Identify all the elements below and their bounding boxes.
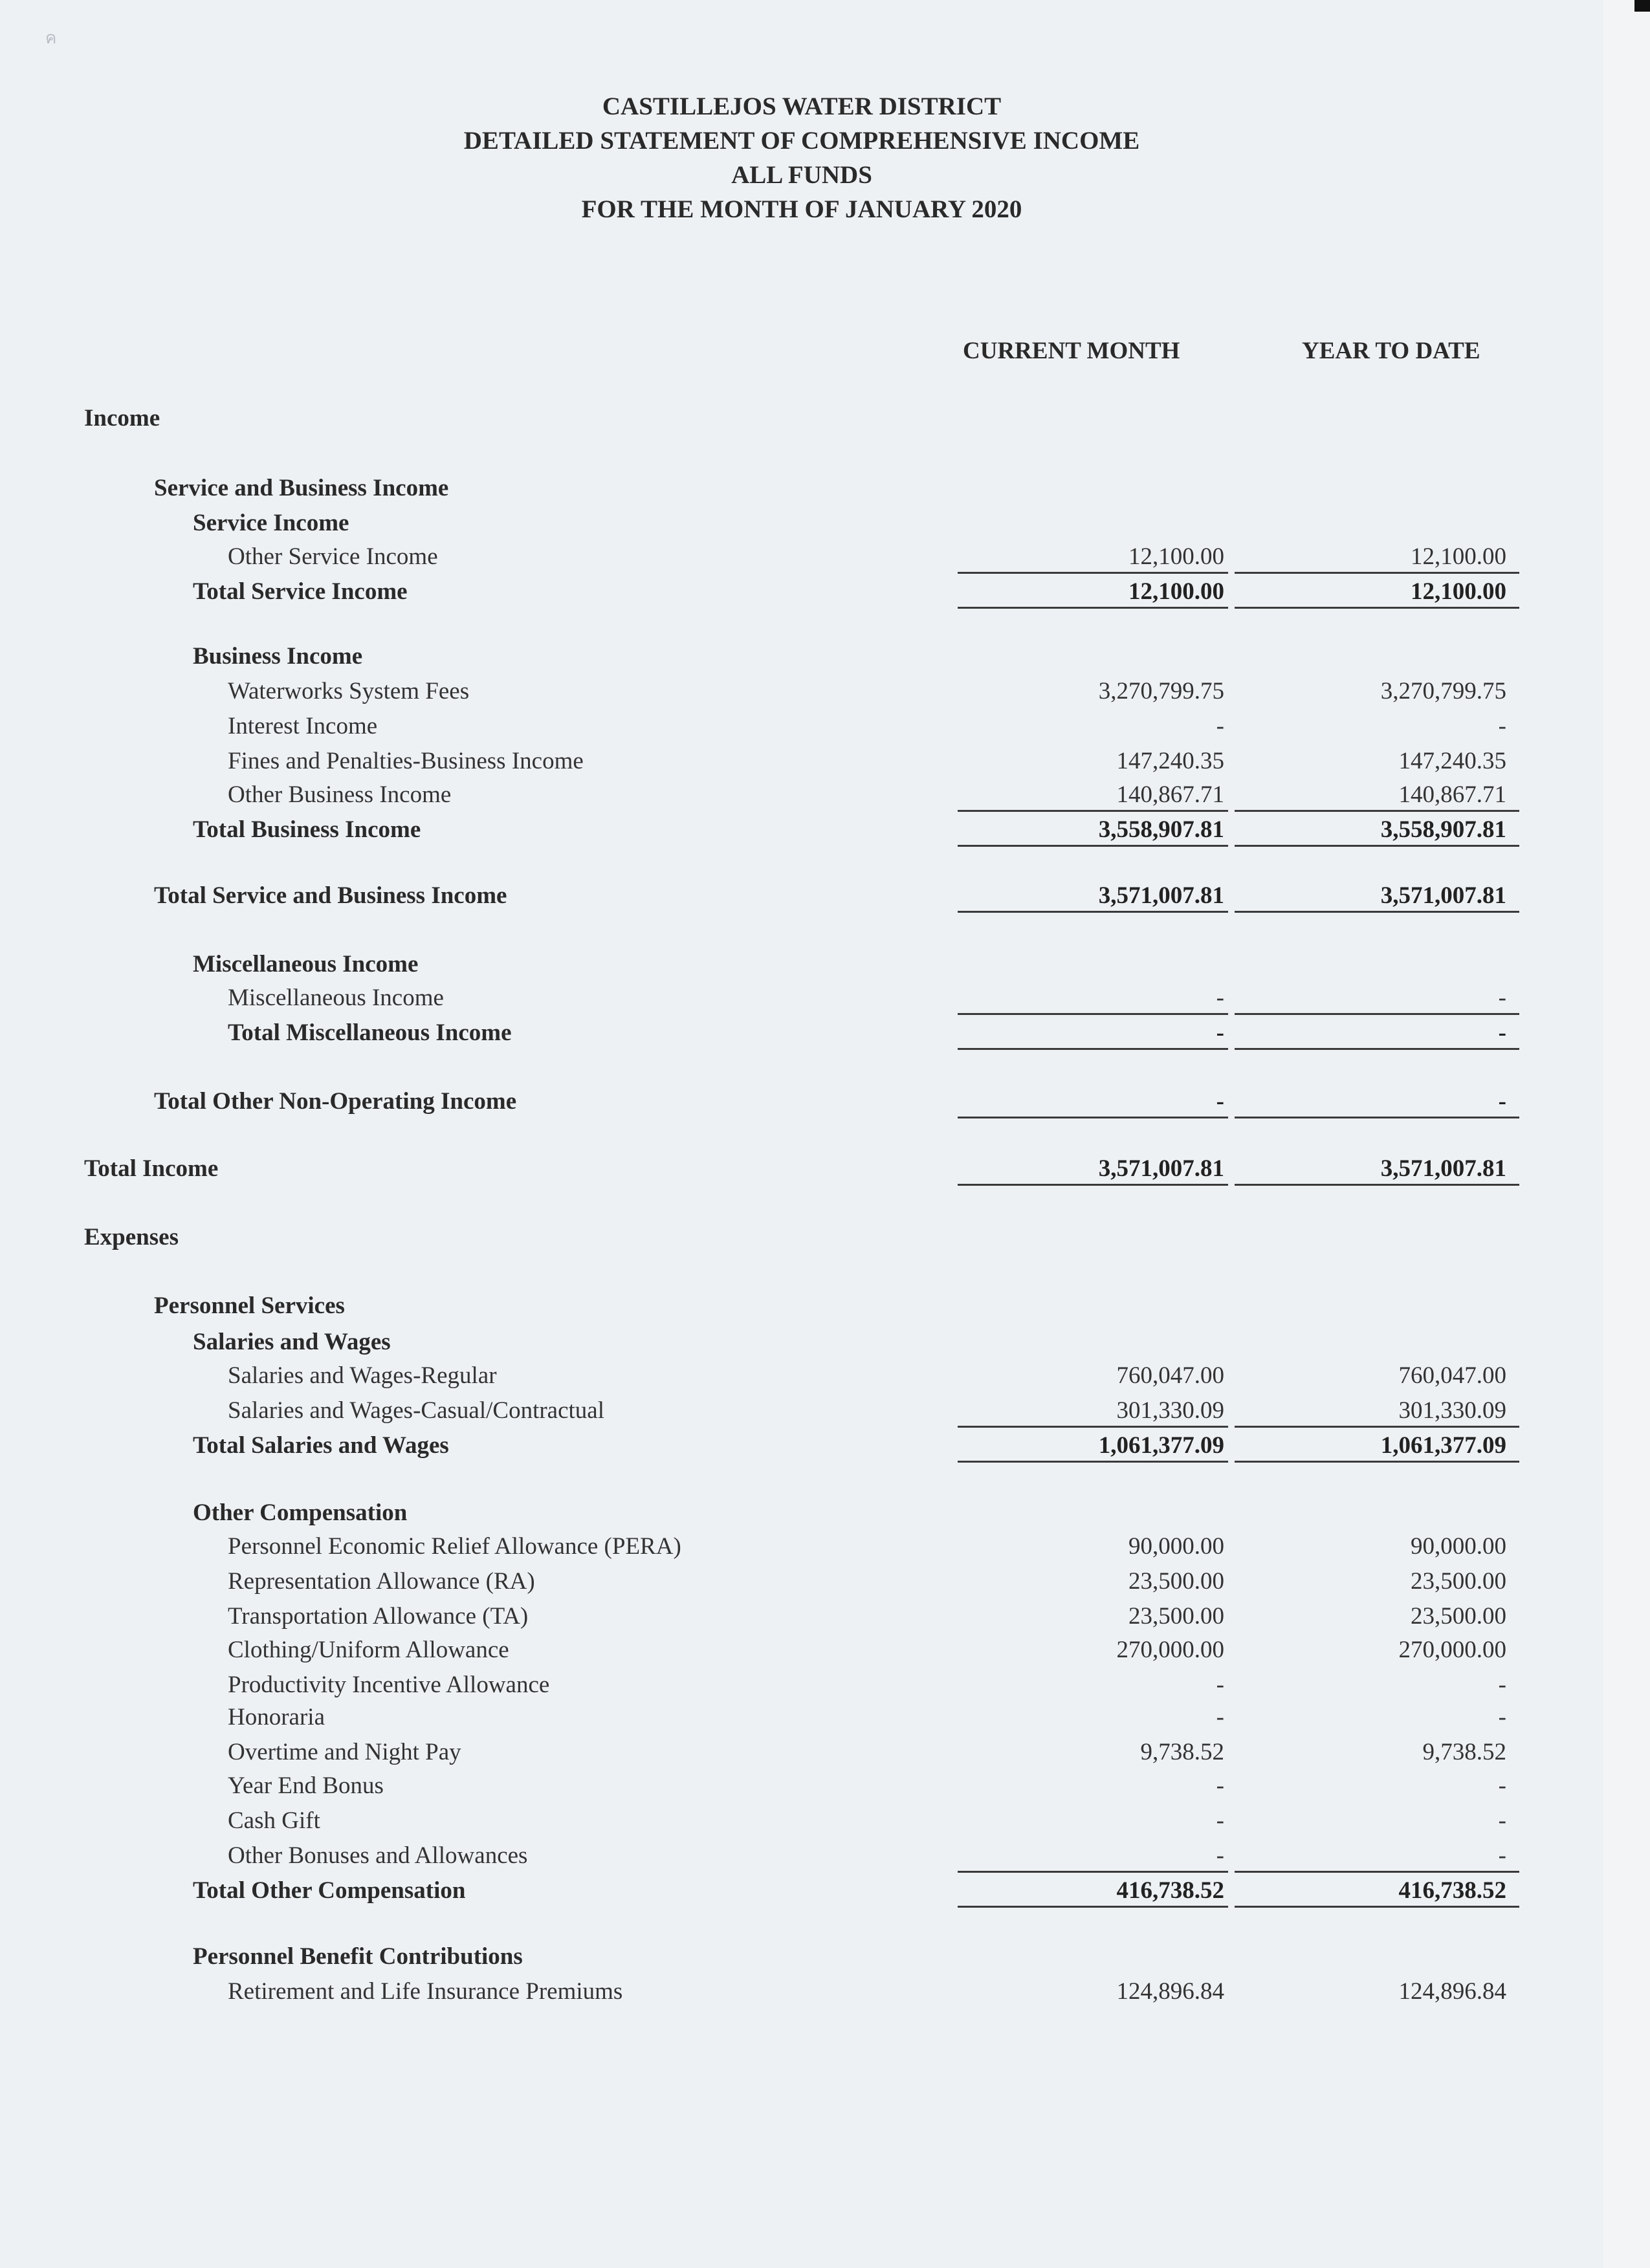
underline-rule xyxy=(1235,1048,1519,1050)
line-item-row xyxy=(0,1564,1603,1599)
year-to-date-amount: - xyxy=(1498,985,1506,1011)
scan-edge xyxy=(1603,0,1650,2268)
line-item-row xyxy=(0,1700,1603,1735)
underline-rule xyxy=(958,1461,1228,1463)
underline-rule xyxy=(1235,572,1519,574)
underline-rule xyxy=(958,1184,1228,1186)
year-to-date-amount: 9,738.52 xyxy=(1422,1739,1506,1765)
section-heading-row xyxy=(0,401,1603,436)
underline-rule xyxy=(958,845,1228,847)
row-label: Overtime and Night Pay xyxy=(228,1739,461,1765)
year-to-date-amount: 23,500.00 xyxy=(1411,1568,1506,1595)
underline-rule xyxy=(1235,1184,1519,1186)
line-item-row xyxy=(0,540,1603,574)
total-row xyxy=(0,1151,1603,1186)
section-heading-row xyxy=(0,506,1603,541)
current-month-amount: 1,061,377.09 xyxy=(1098,1432,1224,1459)
year-to-date-amount: 270,000.00 xyxy=(1398,1637,1506,1663)
row-label: Personnel Benefit Contributions xyxy=(193,1943,523,1970)
total-row xyxy=(0,812,1603,847)
year-to-date-amount: 301,330.09 xyxy=(1398,1397,1506,1424)
scan-corner xyxy=(1634,0,1650,12)
row-label: Total Other Compensation xyxy=(193,1877,466,1904)
row-label: Total Other Non-Operating Income xyxy=(154,1088,517,1115)
total-row xyxy=(0,1016,1603,1051)
current-month-amount: 12,100.00 xyxy=(1128,543,1224,570)
column-header-current-month: CURRENT MONTH xyxy=(963,338,1180,364)
row-label: Total Business Income xyxy=(193,816,421,843)
current-month-amount: 416,738.52 xyxy=(1116,1877,1224,1904)
row-label: Total Miscellaneous Income xyxy=(228,1020,512,1046)
underline-rule xyxy=(1235,1117,1519,1118)
year-to-date-amount: 3,571,007.81 xyxy=(1380,882,1506,909)
year-to-date-amount: 147,240.35 xyxy=(1398,748,1506,774)
line-item-row xyxy=(0,1668,1603,1703)
total-row xyxy=(0,574,1603,609)
row-label: Salaries and Wages-Casual/Contractual xyxy=(228,1397,604,1424)
year-to-date-amount: 1,061,377.09 xyxy=(1380,1432,1506,1459)
row-label: Personnel Economic Relief Allowance (PERA) xyxy=(228,1533,681,1560)
current-month-amount: - xyxy=(1216,1020,1224,1046)
section-heading-row xyxy=(0,1289,1603,1324)
row-label: Clothing/Uniform Allowance xyxy=(228,1637,509,1663)
row-label: Fines and Penalties-Business Income xyxy=(228,748,584,774)
year-to-date-amount: 3,558,907.81 xyxy=(1380,816,1506,843)
underline-rule xyxy=(1235,1013,1519,1015)
current-month-amount: 9,738.52 xyxy=(1140,1739,1224,1765)
row-label: Total Income xyxy=(84,1155,219,1182)
row-label: Salaries and Wages-Regular xyxy=(228,1362,497,1389)
current-month-amount: - xyxy=(1216,1704,1224,1730)
current-month-amount: 23,500.00 xyxy=(1128,1568,1224,1595)
year-to-date-amount: 760,047.00 xyxy=(1398,1362,1506,1389)
row-label: Service and Business Income xyxy=(154,475,449,501)
underline-rule xyxy=(958,810,1228,812)
year-to-date-amount: 12,100.00 xyxy=(1411,578,1506,605)
statement-title: DETAILED STATEMENT OF COMPREHENSIVE INCOME xyxy=(463,127,1140,155)
section-heading-row xyxy=(0,1496,1603,1531)
current-month-amount: - xyxy=(1216,1088,1224,1115)
underline-rule xyxy=(958,1426,1228,1428)
year-to-date-amount: - xyxy=(1498,1807,1506,1834)
year-to-date-amount: 12,100.00 xyxy=(1411,543,1506,570)
underline-rule xyxy=(1235,1426,1519,1428)
year-to-date-amount: - xyxy=(1498,713,1506,739)
current-month-amount: 760,047.00 xyxy=(1116,1362,1224,1389)
line-item-row xyxy=(0,709,1603,744)
year-to-date-amount: 124,896.84 xyxy=(1398,1978,1506,2005)
section-heading-row xyxy=(0,1939,1603,1974)
line-item-row xyxy=(0,981,1603,1016)
row-label: Other Business Income xyxy=(228,781,452,808)
current-month-amount: 3,270,799.75 xyxy=(1098,678,1224,704)
year-to-date-amount: - xyxy=(1498,1772,1506,1799)
section-heading-row xyxy=(0,1220,1603,1255)
underline-rule xyxy=(1235,845,1519,847)
row-label: Total Salaries and Wages xyxy=(193,1432,449,1459)
current-month-amount: 90,000.00 xyxy=(1128,1533,1224,1560)
year-to-date-amount: 23,500.00 xyxy=(1411,1603,1506,1630)
row-label: Service Income xyxy=(193,510,349,536)
underline-rule xyxy=(1235,810,1519,812)
current-month-amount: 301,330.09 xyxy=(1116,1397,1224,1424)
total-row xyxy=(0,1873,1603,1908)
section-heading-row xyxy=(0,1325,1603,1360)
current-month-amount: 23,500.00 xyxy=(1128,1603,1224,1630)
current-month-amount: - xyxy=(1216,985,1224,1011)
current-month-amount: 270,000.00 xyxy=(1116,1637,1224,1663)
scan-speck: ค xyxy=(45,28,57,48)
year-to-date-amount: 140,867.71 xyxy=(1398,781,1506,808)
underline-rule xyxy=(1235,1461,1519,1463)
year-to-date-amount: - xyxy=(1498,1704,1506,1730)
current-month-amount: 3,571,007.81 xyxy=(1098,882,1224,909)
year-to-date-amount: - xyxy=(1498,1020,1506,1046)
total-row xyxy=(0,1084,1603,1119)
year-to-date-amount: 416,738.52 xyxy=(1398,1877,1506,1904)
row-label: Miscellaneous Income xyxy=(193,951,419,977)
current-month-amount: - xyxy=(1216,1842,1224,1869)
current-month-amount: - xyxy=(1216,1772,1224,1799)
district-name: CASTILLEJOS WATER DISTRICT xyxy=(602,93,1002,120)
current-month-amount: - xyxy=(1216,1807,1224,1834)
row-label: Transportation Allowance (TA) xyxy=(228,1603,529,1630)
row-label: Total Service and Business Income xyxy=(154,882,507,909)
underline-rule xyxy=(958,911,1228,913)
year-to-date-amount: 90,000.00 xyxy=(1411,1533,1506,1560)
section-heading-row xyxy=(0,639,1603,674)
underline-rule xyxy=(958,1013,1228,1015)
row-label: Other Compensation xyxy=(193,1499,408,1526)
total-row xyxy=(0,878,1603,913)
line-item-row xyxy=(0,1838,1603,1873)
current-month-amount: - xyxy=(1216,1672,1224,1698)
year-to-date-amount: 3,571,007.81 xyxy=(1380,1155,1506,1182)
line-item-row xyxy=(0,1769,1603,1804)
total-row xyxy=(0,1428,1603,1463)
line-item-row xyxy=(0,1358,1603,1393)
line-item-row xyxy=(0,1633,1603,1668)
period-label: FOR THE MONTH OF JANUARY 2020 xyxy=(581,195,1022,223)
section-heading-row xyxy=(0,947,1603,982)
year-to-date-amount: - xyxy=(1498,1088,1506,1115)
row-label: Retirement and Life Insurance Premiums xyxy=(228,1978,623,2005)
row-label: Other Bonuses and Allowances xyxy=(228,1842,528,1869)
row-label: Productivity Incentive Allowance xyxy=(228,1672,550,1698)
line-item-row xyxy=(0,744,1603,779)
current-month-amount: 140,867.71 xyxy=(1116,781,1224,808)
row-label: Total Service Income xyxy=(193,578,408,605)
current-month-amount: - xyxy=(1216,713,1224,739)
underline-rule xyxy=(1235,1906,1519,1908)
row-label: Miscellaneous Income xyxy=(228,985,444,1011)
row-label: Business Income xyxy=(193,643,363,670)
year-to-date-amount: 3,270,799.75 xyxy=(1380,678,1506,704)
current-month-amount: 3,571,007.81 xyxy=(1098,1155,1224,1182)
row-label: Personnel Services xyxy=(154,1292,345,1319)
line-item-row xyxy=(0,778,1603,812)
line-item-row xyxy=(0,1735,1603,1770)
row-label: Salaries and Wages xyxy=(193,1329,391,1355)
underline-rule xyxy=(1235,911,1519,913)
row-label: Honoraria xyxy=(228,1704,325,1730)
column-header-year-to-date: YEAR TO DATE xyxy=(1302,338,1480,364)
line-item-row xyxy=(0,1529,1603,1564)
row-label: Representation Allowance (RA) xyxy=(228,1568,535,1595)
line-item-row xyxy=(0,674,1603,709)
underline-rule xyxy=(958,607,1228,609)
row-label: Interest Income xyxy=(228,713,378,739)
underline-rule xyxy=(958,1117,1228,1118)
line-item-row xyxy=(0,1393,1603,1428)
current-month-amount: 3,558,907.81 xyxy=(1098,816,1224,843)
line-item-row xyxy=(0,1804,1603,1838)
underline-rule xyxy=(958,572,1228,574)
current-month-amount: 12,100.00 xyxy=(1128,578,1224,605)
year-to-date-amount: - xyxy=(1498,1842,1506,1869)
underline-rule xyxy=(958,1048,1228,1050)
row-label: Expenses xyxy=(84,1224,179,1250)
fund-scope: ALL FUNDS xyxy=(731,161,872,189)
underline-rule xyxy=(958,1871,1228,1873)
row-label: Year End Bonus xyxy=(228,1772,384,1799)
underline-rule xyxy=(958,1906,1228,1908)
underline-rule xyxy=(1235,1871,1519,1873)
current-month-amount: 124,896.84 xyxy=(1116,1978,1224,2005)
row-label: Other Service Income xyxy=(228,543,438,570)
row-label: Income xyxy=(84,405,160,431)
current-month-amount: 147,240.35 xyxy=(1116,748,1224,774)
section-heading-row xyxy=(0,471,1603,506)
row-label: Cash Gift xyxy=(228,1807,320,1834)
line-item-row xyxy=(0,1974,1603,2009)
row-label: Waterworks System Fees xyxy=(228,678,470,704)
year-to-date-amount: - xyxy=(1498,1672,1506,1698)
line-item-row xyxy=(0,1599,1603,1634)
underline-rule xyxy=(1235,607,1519,609)
